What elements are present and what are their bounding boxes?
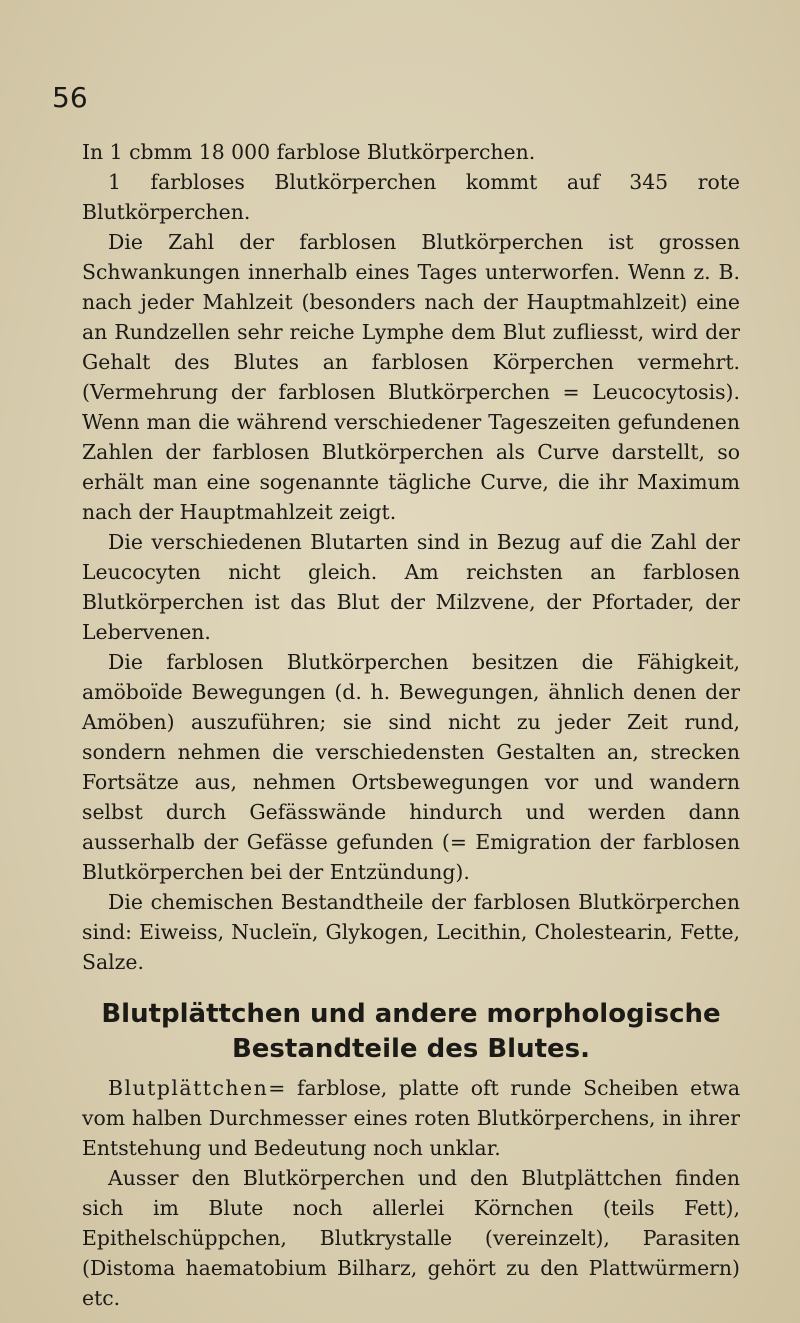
page-number: 56	[52, 81, 88, 114]
paragraph-other-components: Ausser den Blutkörperchen und den Blutplättchen finden sich im Blute noch allerlei Körnchen (teils Fett), Epithelschüppchen, Blutkrystalle (vereinzelt), Parasiten (Distoma haematobium Bilharz, gehört zu den Plattwürmern) etc.	[82, 1166, 740, 1310]
paragraph-ratio: 1 farbloses Blutkörperchen kommt auf 345 rote Blutkörperchen.	[82, 170, 740, 224]
paragraph-blood-types: Die verschiedenen Blutarten sind in Bezug auf die Zahl der Leucocyten nicht gleich. Am reichsten an farblosen Blutkörperchen ist das Blut der Milzvene, der Pfortader, der Lebervenen.	[82, 530, 740, 644]
paragraph-count: In 1 cbmm 18 000 farblose Blutkörperchen.	[82, 140, 536, 164]
paragraph-amoeboid: Die farblosen Blutkörperchen besitzen die Fähigkeit, amöboïde Bewegungen (d. h. Bewegungen, ähnlich denen der Amöben) auszuführen; sie sind nicht zu jeder Zeit rund, sondern nehmen die verschiedensten Gestalten an, strecken Fortsätze aus, nehmen Ortsbewegungen vor und wandern selbst durch Gefässwände hindurch und werden dann ausserhalb der Gefässe gefunden (= Emigration der farblosen Blutkörperchen bei der Entzündung).	[82, 650, 740, 884]
paragraph-fluctuation: Die Zahl der farblosen Blutkörperchen ist grossen Schwankungen innerhalb eines Tages unterworfen. Wenn z. B. nach jeder Mahlzeit (besonders nach der Hauptmahlzeit) eine an Rundzellen sehr reiche Lymphe dem Blut zufliesst, wird der Gehalt des Blutes an farblosen Körperchen vermehrt. (Vermehrung der farblosen Blutkörperchen = Leucocytosis). Wenn man die während verschiedener Tageszeiten gefundenen Zahlen der farblosen Blutkörperchen als Curve darstellt, so erhält man eine sogenannte tägliche Curve, die ihr Maximum nach der Hauptmahlzeit zeigt.	[82, 230, 740, 524]
section-heading-line1: Blutplättchen und andere morphologische	[101, 999, 721, 1029]
paragraph-platelets	[82, 1073, 740, 1163]
term-platelets: Blutplättchen	[108, 1076, 269, 1100]
section-heading	[82, 997, 740, 1067]
body-text	[82, 137, 740, 1313]
platelets-definition: = farblose, platte oft runde Scheiben etwa vom halben Durchmesser eines roten Blutkörperchens, in ihrer Entstehung und Bedeutung noch unklar.	[82, 1076, 740, 1160]
paragraph-chemistry: Die chemischen Bestandtheile der farblosen Blutkörperchen sind: Eiweiss, Nucleïn, Glykogen, Lecithin, Cholestearin, Fette, Salze.	[82, 890, 740, 974]
section-heading-line2: Bestandteile des Blutes.	[231, 1034, 591, 1064]
